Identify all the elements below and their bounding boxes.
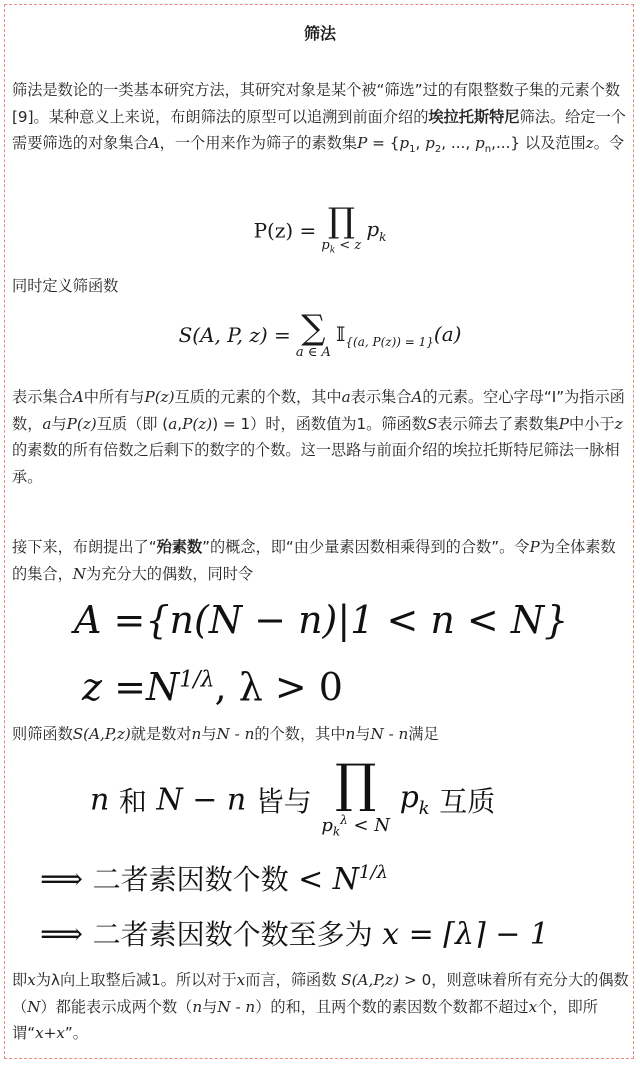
define-line: 同时定义筛函数: [12, 277, 119, 295]
text: ”的概念，即“由少量素因数相乘得到的合数”。令: [202, 538, 530, 556]
formula-z: [82, 665, 343, 709]
math-var: S(A,P,z): [341, 971, 400, 989]
operator: <: [288, 862, 333, 897]
math-var: P(z): [144, 388, 175, 406]
text: 与: [202, 997, 218, 1016]
math-var: N − n: [156, 782, 247, 818]
math-var: a: [341, 388, 351, 406]
subscript: k: [379, 229, 387, 244]
conclusion-paragraph: [12, 967, 629, 1047]
subscript: 1: [409, 144, 416, 156]
text: 互质的元素的个数，其中: [174, 388, 342, 406]
text: = {: [367, 134, 400, 152]
subscript-text: < N: [347, 815, 391, 836]
math-var: a: [42, 414, 52, 433]
math-var: P(z): [182, 414, 213, 433]
math-var: a: [168, 414, 178, 433]
formula-set-A: A ={n(N − n)|1 < n < N}: [74, 598, 569, 642]
math-var: N: [27, 997, 41, 1016]
text: 互质（即 (: [96, 414, 169, 433]
text: 而言，筛函数: [245, 971, 342, 989]
text: 与: [355, 725, 371, 743]
formula-lhs: S(A, P, z) =: [178, 323, 291, 347]
exponent: λ: [340, 813, 348, 827]
text: ,...} 以及范围: [491, 134, 586, 152]
sum-subscript: a ∈ A: [295, 345, 331, 360]
math-var: p: [399, 134, 410, 152]
text: 为λ向上取整后减1。所以对于: [35, 971, 237, 989]
math-var: z: [585, 134, 594, 152]
formula-condition: , λ > 0: [214, 665, 343, 709]
math-var: P: [357, 134, 368, 152]
text: ,: [415, 134, 426, 152]
math-var: N - n: [370, 725, 409, 743]
math-var: A: [148, 134, 160, 152]
math-var: N - n: [216, 725, 255, 743]
product-operator: [321, 754, 391, 842]
text: 表示筛去了素数集: [437, 414, 559, 433]
math-var: x: [236, 971, 246, 989]
math-var: n: [191, 725, 202, 743]
math-var: p: [475, 134, 485, 152]
formula-x: x = ⌈λ⌉ − 1: [372, 917, 549, 952]
text: 为充分大的偶数，同时令: [86, 564, 254, 583]
formula-sum: [0, 310, 640, 360]
text: 筛法是数论的一类基本研究方法，其研究对象是某个被“筛选”过的有限整数子集的元素个数[9]。某种意义上来说，布朗筛法的原型可以追溯到前面介绍的: [12, 81, 621, 126]
page-title: 筛法: [303, 24, 336, 43]
rhs-term: [399, 780, 430, 820]
math-var: x: [528, 997, 538, 1016]
indicator-symbol: 𝕀: [336, 321, 346, 346]
rhs-arg: (a): [433, 321, 462, 346]
subscript: n: [484, 144, 492, 156]
subscript-var: p: [321, 238, 330, 253]
explanation-paragraph: [12, 384, 629, 490]
text: 和: [118, 784, 147, 818]
bold-term: 埃拉托斯特尼: [428, 107, 520, 126]
text: > 0，则意味着所有充分大的偶数（: [12, 971, 629, 1016]
text: ”。: [64, 1024, 88, 1042]
formula-product: [0, 203, 640, 258]
text: ) = 1）时，函数值为1。筛函数: [212, 414, 427, 433]
text: 互质: [439, 784, 496, 818]
subscript-text: < z: [335, 238, 362, 253]
exponent: 1/λ: [359, 862, 388, 883]
math-var: N: [72, 564, 87, 583]
exponent: 1/λ: [179, 667, 215, 693]
text: ）的和，且两个数的素因数个数都不超过: [255, 997, 529, 1016]
text: ，一个用来作为筛子的素数集: [159, 134, 358, 152]
text: 表示集合: [350, 388, 412, 406]
math-var: N - n: [217, 997, 256, 1016]
math-var: N: [145, 665, 180, 709]
product-symbol: ∏: [334, 754, 377, 814]
math-var: x: [27, 971, 36, 989]
text: 的元素。空心字母“I”为指示函数，: [12, 388, 625, 433]
math-var: P: [558, 414, 570, 433]
text: 二者素因数个数至多为: [92, 918, 373, 951]
implies-arrow: ⟹: [40, 862, 84, 897]
text: 就是数对: [130, 725, 192, 743]
math-var: P(z): [66, 414, 97, 433]
text: 中小于: [569, 414, 615, 433]
subscript: k: [418, 798, 430, 820]
math-var: P: [529, 538, 540, 556]
formula-rhs: [366, 216, 387, 244]
formula-coprime: [90, 754, 496, 842]
math-var: S(A,P,z): [72, 725, 131, 743]
text: 表示集合: [12, 388, 73, 406]
text: 与: [51, 414, 67, 433]
text: 。令: [593, 134, 625, 152]
rhs-var: p: [366, 216, 380, 241]
product-subscript: [321, 239, 361, 258]
math-var: n: [345, 725, 356, 743]
bold-term: 殆素数: [156, 538, 203, 556]
math-var: x+x: [35, 1024, 65, 1042]
math-var: p: [425, 134, 435, 152]
text: 的素数的所有倍数之后剩下的数字的个数。这一思路与前面介绍的埃拉托斯特尼筛法一脉相承。: [12, 441, 620, 486]
text: 为全体素数的集合，: [12, 538, 616, 583]
math-var: A: [72, 388, 84, 406]
intro-paragraph: [12, 77, 629, 164]
product-operator: [321, 203, 361, 258]
implication-1: [40, 858, 388, 898]
text: 中所有与: [83, 388, 145, 406]
text: 二者素因数个数: [92, 863, 289, 896]
text: 与: [201, 725, 217, 743]
text: 接下来，布朗提出了“: [12, 538, 157, 556]
math-var: A: [411, 388, 423, 406]
formula-lhs: P(z) =: [253, 218, 317, 243]
math-var: z: [614, 414, 623, 433]
text: 皆与: [255, 784, 312, 818]
subscript: k: [332, 824, 341, 839]
subscript-var: p: [321, 815, 333, 836]
implies-arrow: ⟹: [40, 917, 84, 952]
formula-rhs: [336, 321, 462, 349]
text: ,: [177, 414, 183, 433]
text: 则筛函数: [12, 725, 73, 743]
sum-operator: [296, 310, 331, 360]
math-var: p: [399, 780, 419, 816]
formula-lhs: z =: [82, 665, 146, 709]
implication-2: [40, 913, 549, 953]
math-var: S: [426, 414, 438, 433]
almost-prime-paragraph: [12, 534, 629, 587]
text: ）都能表示成两个数（: [40, 997, 193, 1016]
text: 即: [12, 971, 28, 989]
text: , ...,: [441, 134, 476, 152]
text: 筛法。给定一个需要筛选的对象集合: [12, 107, 626, 152]
sum-symbol: ∑: [301, 308, 326, 348]
math-var: n: [90, 782, 110, 818]
math-var: N: [332, 862, 360, 897]
sieve-pairs-line: [12, 721, 629, 748]
product-subscript: [321, 810, 390, 842]
math-var: n: [192, 997, 203, 1016]
subscript: k: [329, 245, 336, 256]
subscript: 2: [434, 144, 442, 156]
text: 满足: [408, 725, 439, 743]
product-symbol: ∏: [327, 201, 355, 241]
indicator-subscript: {(a, P(z)) = 1}: [345, 334, 434, 349]
text: 的个数，其中: [254, 725, 346, 743]
text: 个，即所谓“: [12, 997, 598, 1042]
